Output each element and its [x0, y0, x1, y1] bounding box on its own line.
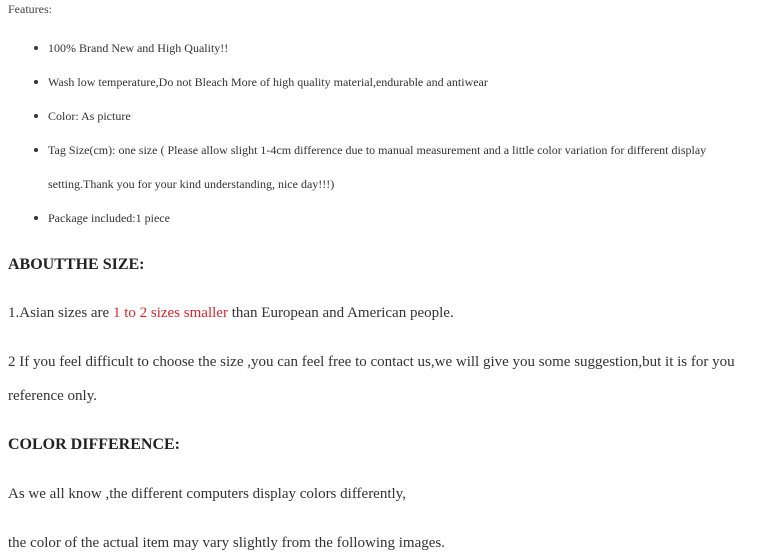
color-heading: COLOR DIFFERENCE: [8, 436, 181, 453]
feature-item: 100% Brand New and High Quality!! [48, 31, 763, 65]
color-paragraph-1: As we all know ,the different computers display colors differently, [8, 486, 406, 502]
size-p1-after: than European and American people. [227, 305, 454, 321]
size-paragraph-1 [8, 296, 760, 330]
feature-item: Tag Size(cm): one size ( Please allow slight 1-4cm difference due to manual measurement and a little color variation for different display setting.Thank you for your kind understanding, nice day!!!) [48, 133, 763, 201]
feature-item: Wash low temperature,Do not Bleach More of high quality material,endurable and antiwear [48, 65, 763, 99]
feature-item: Package included:1 piece [48, 201, 763, 235]
features-label: Features: [8, 2, 52, 16]
size-heading: ABOUTTHE SIZE: [8, 256, 145, 273]
size-paragraph-2: 2 If you feel difficult to choose the size ,you can feel free to contact us,we will give you some suggestion,but it is for you reference only. [8, 354, 735, 404]
size-p1-highlight: 1 to 2 sizes smaller [112, 305, 228, 321]
feature-item: Color: As picture [48, 99, 763, 133]
size-p1-before: 1.Asian sizes are [8, 305, 113, 321]
color-paragraph-2: the color of the actual item may vary slightly from the following images. [8, 535, 445, 551]
